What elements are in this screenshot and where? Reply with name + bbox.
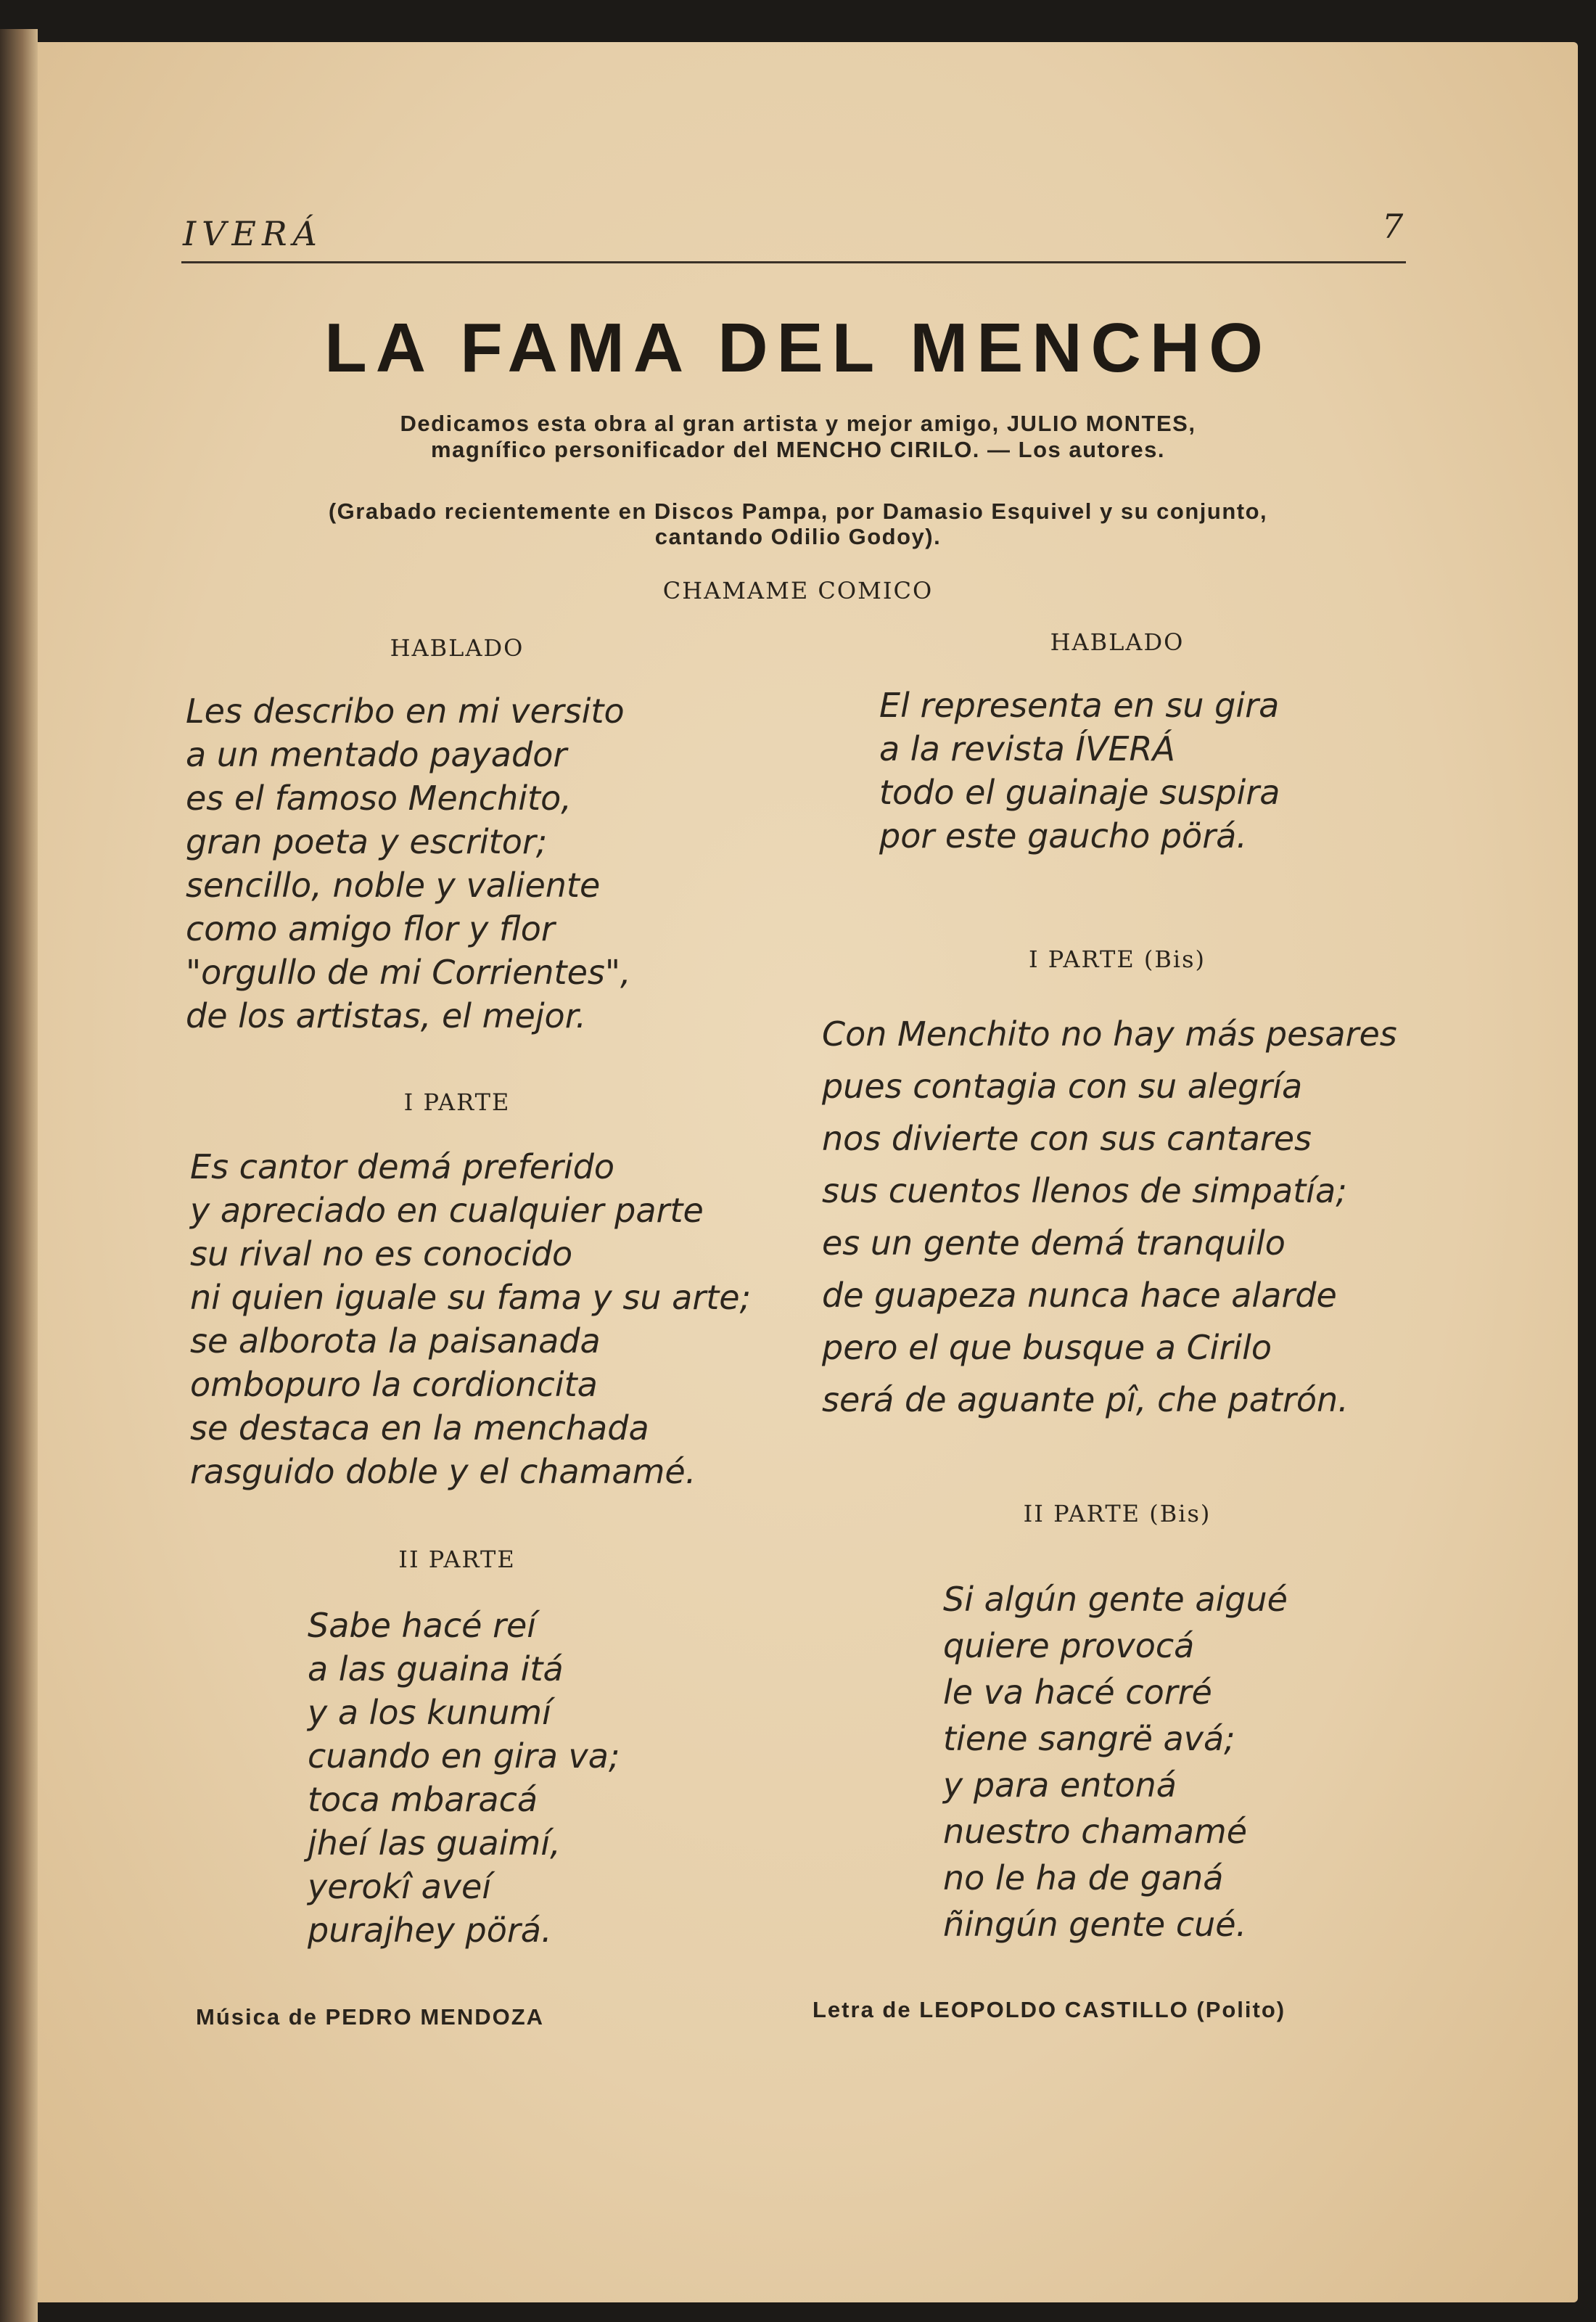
header-rule [181, 261, 1406, 263]
verse-line: purajhey pörá. [308, 1911, 552, 1950]
right-hablado-heading: HABLADO [1050, 628, 1185, 656]
verse-line: "orgullo de mi Corrientes", [186, 953, 631, 992]
verse-line: es el famoso Menchito, [186, 779, 572, 818]
verse-line: se alborota la paisanada [190, 1321, 601, 1361]
verse-line: rasguido doble y el chamamé. [190, 1452, 696, 1491]
verse-line: de los artistas, el mejor. [186, 996, 586, 1035]
right-parte2-heading: II PARTE (Bis) [1023, 1500, 1212, 1527]
verse-line: no le ha de ganá [943, 1858, 1224, 1898]
verse-line: yerokî aveí [308, 1867, 492, 1906]
left-parte1-heading: I PARTE [403, 1088, 511, 1116]
verse-line: ñingún gente cué. [943, 1905, 1247, 1944]
verse-line: le va hacé corré [943, 1673, 1212, 1712]
verse-line: por este gaucho pörá. [879, 816, 1247, 856]
verse-line: a un mentado payador [186, 735, 567, 774]
recording-line-2: cantando Odilio Godoy). [654, 524, 942, 549]
page-number: 7 [1382, 207, 1404, 246]
right-parte1-heading: I PARTE (Bis) [1028, 945, 1206, 973]
left-parte1-verse [190, 1145, 751, 1493]
verse-line: nos divierte con sus cantares [822, 1119, 1312, 1158]
music-credit: Música de PEDRO MENDOZA [196, 2004, 545, 2030]
verse-line: ni quien iguale su fama y su arte; [190, 1278, 752, 1317]
left-hablado-heading: HABLADO [390, 634, 525, 662]
verse-line: cuando en gira va; [308, 1736, 620, 1776]
verse-line: El representa en su gira [879, 686, 1280, 725]
verse-line: tiene sangrë avá; [943, 1719, 1235, 1758]
right-hablado-verse [879, 684, 1280, 858]
verse-line: Con Menchito no hay más pesares [822, 1014, 1397, 1054]
verse-line: su rival no es conocido [190, 1234, 573, 1273]
verse-line: y para entoná [943, 1765, 1177, 1805]
verse-line: sencillo, noble y valiente [186, 866, 601, 905]
verse-line: a la revista ÍVERÁ [879, 729, 1175, 768]
verse-line: gran poeta y escritor; [186, 822, 548, 861]
verse-line: Les describo en mi versito [186, 692, 625, 731]
right-parte2-verse [943, 1576, 1288, 1948]
verse-line: de guapeza nunca hace alarde [822, 1276, 1337, 1315]
verse-line: Si algún gente aigué [943, 1580, 1288, 1619]
left-parte2-heading: II PARTE [398, 1546, 516, 1573]
verse-line: y a los kunumí [308, 1693, 551, 1732]
genre-heading: CHAMAME COMICO [662, 577, 934, 604]
verse-line: a las guaina itá [308, 1649, 564, 1689]
verse-line: jheí las guaimí, [308, 1823, 561, 1863]
verse-line: ombopuro la cordioncita [190, 1365, 598, 1404]
verse-line: es un gente demá tranquilo [822, 1223, 1286, 1263]
recording-line-1: (Grabado recientemente en Discos Pampa, por Damasio Esquivel y su conjunto, [328, 499, 1268, 524]
verse-line: como amigo flor y flor [186, 909, 555, 948]
verse-line: quiere provocá [943, 1626, 1195, 1665]
running-title: IVERÁ [183, 214, 323, 253]
verse-line: pero el que busque a Cirilo [822, 1328, 1272, 1367]
verse-line: se destaca en la menchada [190, 1408, 649, 1448]
verse-line: será de aguante pî, che patrón. [822, 1380, 1349, 1419]
dedication-line-2: magnífico personificador del MENCHO CIRILO. — Los autores. [431, 437, 1165, 462]
lyrics-credit: Letra de LEOPOLDO CASTILLO (Polito) [813, 1997, 1286, 2022]
verse-line: Es cantor demá preferido [190, 1147, 615, 1186]
verse-line: pues contagia con su alegría [822, 1067, 1303, 1106]
verse-line: toca mbaracá [308, 1780, 538, 1819]
right-parte1-verse [822, 1008, 1397, 1426]
verse-line: y apreciado en cualquier parte [190, 1191, 704, 1230]
verse-line: todo el guainaje suspira [879, 773, 1280, 812]
dedication-line-1: Dedicamos esta obra al gran artista y mejor amigo, JULIO MONTES, [400, 411, 1196, 436]
verse-line: sus cuentos llenos de simpatía; [822, 1171, 1347, 1210]
verse-line: nuestro chamamé [943, 1812, 1248, 1851]
page-title: LA FAMA DEL MENCHO [324, 309, 1272, 387]
left-hablado-verse [186, 689, 631, 1038]
verse-line: Sabe hacé reí [308, 1606, 537, 1645]
left-parte2-verse [308, 1604, 620, 1952]
